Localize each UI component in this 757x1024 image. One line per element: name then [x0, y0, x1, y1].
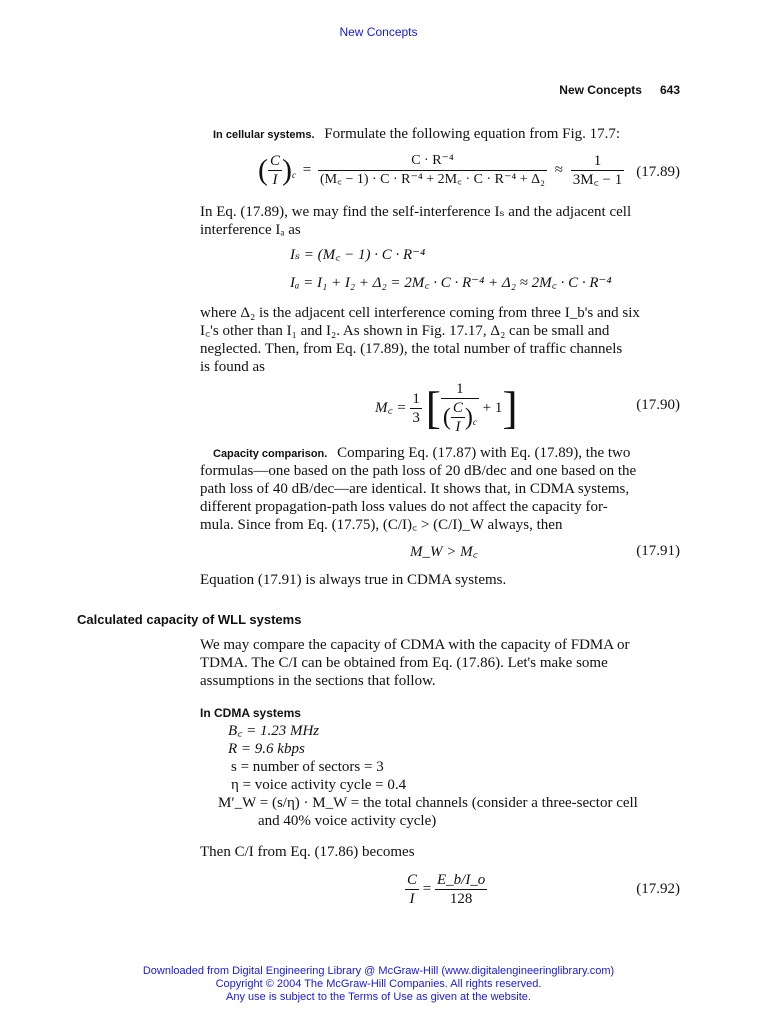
text-line: I꜀'s other than I₁ and I₂. As shown in Fig. 17.17, Δ₂ can be small and: [200, 323, 610, 339]
text-line: where Δ₂ is the adjacent cell interference coming from three I_b's and six: [200, 305, 640, 321]
text-line: In Eq. (17.89), we may find the self-interference Iₛ and the adjacent cell: [200, 204, 632, 220]
running-head: [559, 83, 680, 97]
fraction-c-over-i: [268, 152, 282, 189]
footer-terms-link[interactable]: Any use is subject to the Terms of Use as given at the website.: [226, 991, 531, 1003]
equation-17-92: [405, 871, 487, 908]
frac-den: 3M꜀ − 1: [572, 172, 623, 188]
paragraph-text: Formulate the following equation from Fig. 17.7:: [324, 126, 621, 142]
definition-mw-cont: and 40% voice activity cycle): [258, 813, 437, 829]
paragraph-always-true: Equation (17.91) is always true in CDMA systems.: [200, 572, 507, 588]
equation-ia: Iₐ = I₁ + I₂ + Δ₂ = 2M꜀ · C · R⁻⁴ + Δ₂ ≈ 2M꜀ · C · R⁻⁴: [290, 275, 612, 291]
frac-num: C: [270, 153, 281, 169]
equals-sign: =: [422, 880, 432, 897]
definition-bc: B꜀ = 1.23 MHz: [228, 723, 320, 739]
top-link[interactable]: New Concepts: [339, 25, 418, 39]
fraction-right: [571, 152, 625, 189]
text-line: TDMA. The C/I can be obtained from Eq. (17.86). Let's make some: [200, 655, 608, 671]
text-line: neglected. Then, from Eq. (17.89), the total number of traffic channels: [200, 341, 623, 357]
bracket-open: [: [425, 382, 441, 433]
equation-number-17-89: (17.89): [636, 164, 680, 180]
runin-heading-cellular: In cellular systems.: [213, 129, 315, 141]
footer: [0, 965, 757, 1004]
text-line: interference Iₐ as: [200, 222, 301, 238]
text-line: mula. Since from Eq. (17.75), (C/I)꜀ > (C/I)_W always, then: [200, 517, 563, 533]
page-number: 643: [659, 83, 680, 97]
frac-num: E_b/I_o: [436, 872, 486, 888]
approx-sign: ≈: [554, 161, 563, 178]
fraction-middle: [318, 152, 547, 189]
equation-number-17-90: (17.90): [636, 397, 680, 413]
paren-close: ): [282, 153, 293, 187]
runin-heading-capacity: Capacity comparison.: [213, 448, 328, 460]
text-line: path loss of 40 dB/dec—are identical. It shows that, in CDMA systems,: [200, 481, 630, 497]
bracket-close: ]: [502, 382, 518, 433]
frac-num: C: [452, 400, 463, 416]
frac-num: C · R⁻⁴: [318, 152, 547, 171]
paragraph-cellular: [213, 125, 683, 144]
frac-den: ( $\frac{C}{I}$ )$_c$: [442, 400, 477, 435]
text-line: is found as: [200, 359, 265, 375]
frac-den: 128: [449, 891, 473, 907]
fraction-inverse-ci: [441, 380, 479, 436]
equation-17-91: M_W > M꜀: [410, 544, 478, 560]
plus-one: + 1: [482, 400, 503, 416]
equation-number-17-91: (17.91): [636, 543, 680, 559]
paragraph-capacity-cont: [200, 462, 680, 534]
definition-s: s = number of sectors = 3: [231, 759, 384, 775]
paragraph-interference: [200, 203, 680, 239]
frac-den: I: [272, 172, 278, 188]
subscript: c: [472, 416, 477, 427]
fraction-one-third: [410, 390, 422, 427]
paragraph-where: [200, 304, 680, 376]
footer-copyright: Copyright © 2004 The McGraw-Hill Companies. All rights reserved.: [215, 978, 542, 990]
equation-number-17-92: (17.92): [636, 881, 680, 897]
section-heading: Calculated capacity of WLL systems: [77, 612, 302, 627]
equation-is: Iₛ = (M꜀ − 1) · C · R⁻⁴: [290, 247, 426, 263]
subsection-heading: In CDMA systems: [200, 706, 301, 720]
footer-download-link[interactable]: Downloaded from Digital Engineering Library @ McGraw-Hill (www.digitalengineeringlibrary.com): [142, 965, 615, 977]
frac-num: 1: [412, 390, 420, 407]
fraction-eb-io: [435, 871, 487, 908]
text-line: different propagation-path loss values do not affect the capacity for-: [200, 499, 608, 515]
frac-den: I: [455, 419, 461, 435]
text-line: formulas—one based on the path loss of 20 dB/dec and one based on the: [200, 463, 637, 479]
equation-17-90: [375, 380, 518, 436]
text-line: Comparing Eq. (17.87) with Eq. (17.89), the two: [337, 445, 631, 461]
definition-eta: η = voice activity cycle = 0.4: [231, 777, 407, 793]
definition-mw: M′_W = (s/η) · M_W = the total channels (consider a three-sector cell: [218, 795, 638, 811]
eq-lhs: M꜀ =: [375, 400, 407, 416]
frac-den: 3: [412, 409, 420, 426]
equation-17-89: [258, 152, 628, 194]
running-head-title: New Concepts: [559, 83, 642, 97]
paragraph-then: Then C/I from Eq. (17.86) becomes: [200, 844, 415, 860]
paren-open: (: [258, 153, 268, 187]
frac-den: I: [409, 891, 415, 907]
equals-sign: =: [302, 161, 312, 178]
frac-num: 1: [441, 380, 479, 399]
frac-den: (M꜀ − 1) · C · R⁻⁴ + 2M꜀ · C · R⁻⁴ + Δ₂: [319, 172, 546, 187]
text-line: assumptions in the sections that follow.: [200, 673, 436, 689]
frac-num: 1: [571, 152, 625, 171]
frac-num: C: [407, 872, 418, 888]
fraction-c-over-i: [405, 871, 419, 908]
paragraph-capacity-comparison: [213, 444, 680, 463]
definition-r: R = 9.6 kbps: [228, 741, 305, 757]
paragraph-compare: [200, 636, 680, 690]
subscript: c: [292, 169, 297, 180]
text-line: We may compare the capacity of CDMA with the capacity of FDMA or: [200, 637, 630, 653]
